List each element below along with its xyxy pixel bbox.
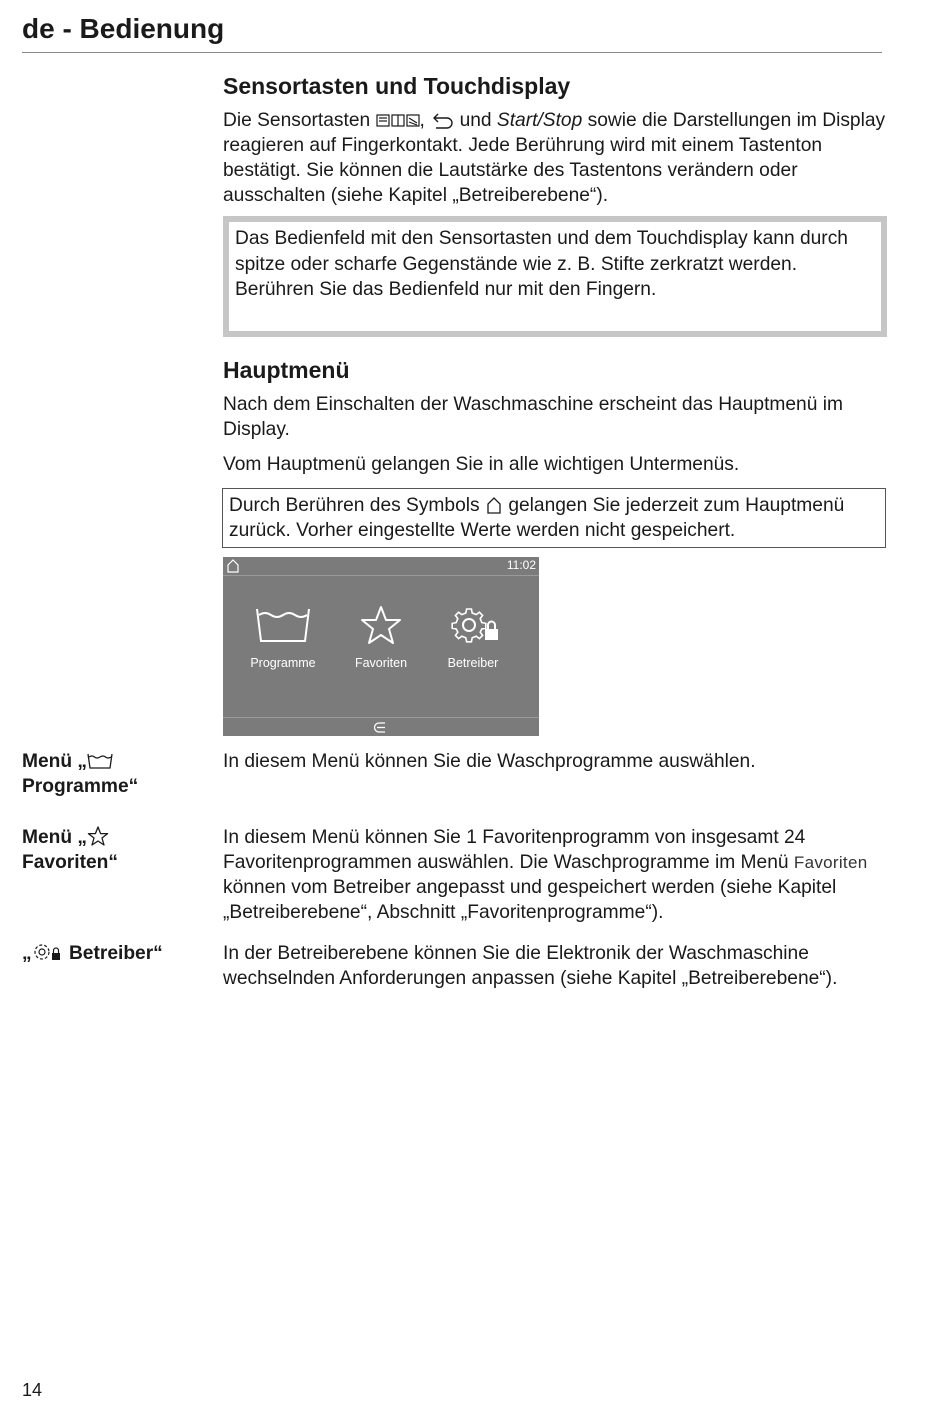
menu-text-betreiber: In der Betreiberebene können Sie die Elektronik der Waschmaschine wechselnden Anforderungen anpassen (siehe Kapitel „Betreiberebene“). [223, 943, 838, 989]
menu-label-prefix: „ [22, 943, 32, 964]
menu-text-favoriten [223, 825, 888, 925]
favoriten-text-a: In diesem Menü können Sie 1 Favoritenprogramm von insgesamt 24 Favoritenprogrammen auswählen. Die Waschprogramme im Menü [223, 827, 806, 873]
star-icon [87, 826, 109, 846]
wash-tub-icon [255, 605, 311, 645]
back-arrow-icon [430, 113, 454, 129]
menu-label-name: Favoriten“ [22, 852, 118, 873]
note-box [222, 488, 886, 548]
note-text-b: gelangen Sie jederzeit zum Hauptmenü zurück. Vorher eingestellte Werte werden nicht gespeichert. [229, 495, 845, 541]
menu-text-programme: In diesem Menü können Sie die Waschprogramme auswählen. [223, 751, 756, 772]
main-menu-display [223, 557, 539, 736]
warning-line-1: Das Bedienfeld mit den Sensortasten und dem Touchdisplay kann durch spitze oder scharfe Gegenstände wie z. B. Stifte zerkratzt werden. [235, 228, 848, 275]
section-sensor [223, 72, 888, 208]
sensor-keys-icon [376, 113, 420, 129]
tile-label-programme: Programme [250, 656, 316, 670]
page-number: 14 [22, 1380, 43, 1400]
tile-label-favoriten: Favoriten [354, 656, 408, 670]
display-top-bar [223, 557, 539, 576]
sensor-text-d: sowie die Darstellungen im Display reagieren auf Fingerkontakt. Jede Berührung wird mit einem Tastenton bestätigt. Sie können die Lautstärke des Tastentons verändern oder ausschalten (siehe Kapitel „Betreiberebene“). [223, 110, 886, 206]
display-bottom-bar [223, 717, 539, 736]
menu-label-favoriten [22, 825, 202, 875]
star-icon [359, 605, 403, 645]
menu-label-name: Programme“ [22, 776, 139, 797]
tile-programme[interactable] [233, 605, 333, 670]
warning-line-2: Berühren Sie das Bedienfeld nur mit den Fingern. [235, 279, 657, 300]
start-stop-label: Start/Stop [496, 110, 583, 131]
menu-label-name: Betreiber“ [68, 943, 163, 964]
tile-betreiber[interactable] [423, 605, 523, 670]
note-text-a: Durch Berühren des Symbols [229, 495, 480, 516]
page-header: de - Bedienung [22, 12, 882, 53]
warning-box [223, 216, 887, 337]
display-home-icon[interactable] [226, 559, 240, 573]
display-time: 11:02 [506, 558, 536, 572]
section-title-sensor: Sensortasten und Touchdisplay [223, 73, 571, 99]
section-main-menu [223, 356, 888, 477]
main-paragraph-2: Vom Hauptmenü gelangen Sie in alle wichtigen Untermenüs. [223, 454, 740, 475]
menu-label-programme [22, 749, 202, 799]
home-icon [485, 496, 503, 514]
tile-label-betreiber: Betreiber [447, 656, 499, 670]
menu-label-betreiber [22, 941, 202, 966]
sensor-text-a: Die Sensortasten [223, 110, 371, 131]
menu-label-prefix: Menü „ [22, 827, 88, 848]
favoriten-text-b: können vom Betreiber angepasst und gespeichert werden (siehe Kapitel „Betreiberebene“, Abschnitt „Favoritenprogramme“). [223, 877, 837, 923]
gear-lock-icon [443, 605, 503, 645]
tile-favoriten[interactable] [331, 605, 431, 670]
sensor-text-b: , [419, 110, 425, 131]
gear-lock-icon [32, 942, 64, 962]
sensor-text-c: und [459, 110, 492, 131]
main-paragraph-1: Nach dem Einschalten der Waschmaschine erscheint das Hauptmenü im Display. [223, 394, 843, 440]
sensor-paragraph [223, 108, 888, 208]
wash-tub-icon [87, 752, 113, 770]
favoriten-ui-label: Favoriten [793, 853, 868, 872]
section-title-main: Hauptmenü [223, 357, 350, 383]
menu-label-prefix: Menü „ [22, 751, 88, 772]
language-icon[interactable] [373, 721, 389, 734]
